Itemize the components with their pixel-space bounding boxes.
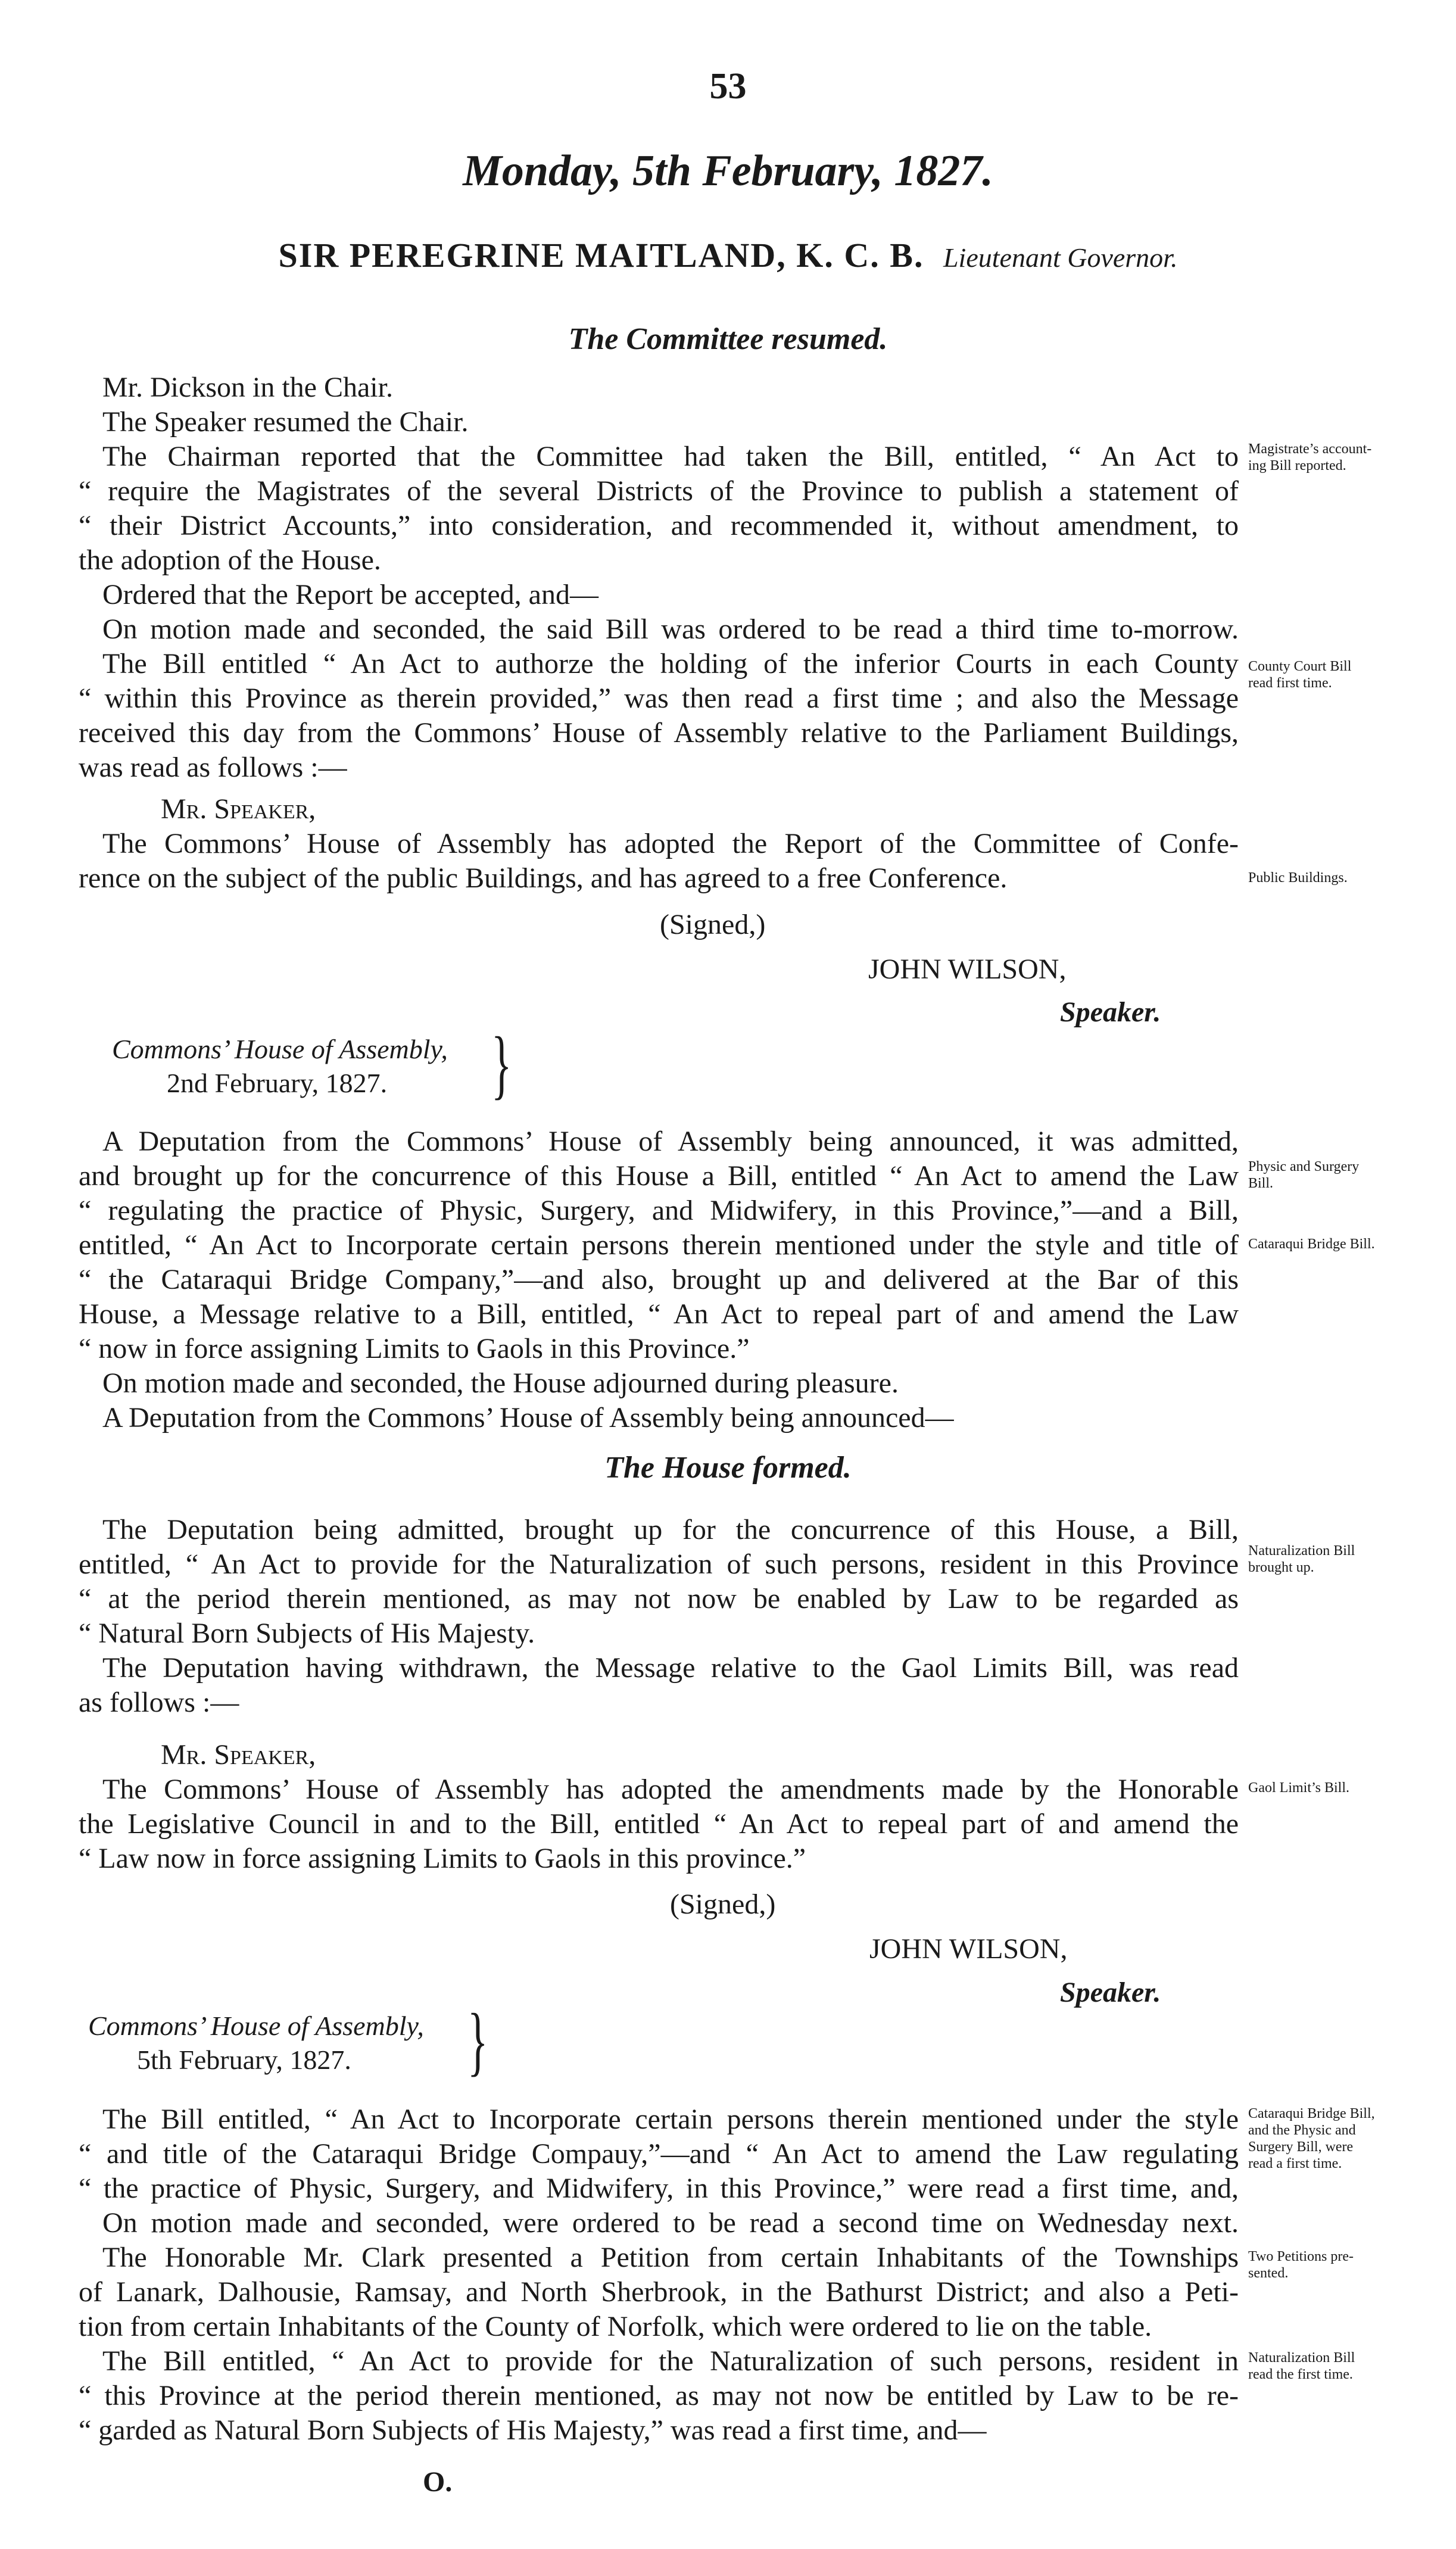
signed-label: (Signed,) xyxy=(670,1889,776,1920)
text-line: Ordered that the Report be accepted, and— xyxy=(102,579,598,610)
text-line: “ now in force assigning Limits to Gaols in this Province.” xyxy=(79,1333,750,1364)
brace-glyph: } xyxy=(467,1998,488,2084)
text-line: “ require the Magistrates of the several Districts of the Province to publish a statement of xyxy=(79,475,1239,507)
text-line: entitled, “ An Act to provide for the Naturalization of such persons, resident in this Province xyxy=(79,1548,1239,1580)
text-line: The Bill entitled, “ An Act to Incorporate certain persons therein mentioned under the style xyxy=(102,2104,1239,2135)
margin-note: Magistrate’s account- ing Bill reported. xyxy=(1248,441,1372,473)
text-line: House, a Message relative to a Bill, entitled, “ An Act to repeal part of and amend the Law xyxy=(79,1298,1239,1330)
text-line: The Deputation being admitted, brought up for the concurrence of this House, a Bill, xyxy=(102,1514,1239,1545)
text-line: rence on the subject of the public Buildings, and has agreed to a free Conference. xyxy=(79,862,1008,894)
brace-glyph: } xyxy=(491,1021,512,1107)
text-line: “ Law now in force assigning Limits to Gaols in this province.” xyxy=(79,1843,806,1874)
text-line: and brought up for the concurrence of this House a Bill, entitled “ An Act to amend the Law xyxy=(79,1160,1239,1192)
margin-note: Gaol Limit’s Bill. xyxy=(1248,1780,1350,1796)
governor-name: SIR PEREGRINE MAITLAND, K. C. B. xyxy=(278,236,924,275)
text-line: A Deputation from the Commons’ House of Assembly being announced— xyxy=(102,1402,954,1434)
address-mr-speaker: Mr. Speaker, xyxy=(161,1739,316,1771)
text-line: “ within this Province as therein provided,” was then read a first time ; and also the Message xyxy=(79,683,1239,714)
date-heading: Monday, 5th February, 1827. xyxy=(463,147,993,195)
text-line: The Bill entitled, “ An Act to provide for the Naturalization of such persons, resident in xyxy=(102,2345,1239,2377)
margin-note: Cataraqui Bridge Bill, and the Physic and Surgery Bill, were read a first time. xyxy=(1248,2106,1375,2171)
margin-note: Naturalization Bill read the first time. xyxy=(1248,2350,1355,2382)
origin-date: 5th February, 1827. xyxy=(137,2045,351,2075)
text-line: The Honorable Mr. Clark presented a Petition from certain Inhabitants of the Townships xyxy=(102,2242,1239,2273)
text-line: On motion made and seconded, the House adjourned during pleasure. xyxy=(102,1367,899,1399)
signatory-title: Speaker. xyxy=(1060,1977,1161,2008)
margin-note: County Court Bill read first time. xyxy=(1248,659,1352,691)
text-line: “ at the period therein mentioned, as may not now be enabled by Law to be regarded as xyxy=(79,1583,1239,1615)
text-line: “ garded as Natural Born Subjects of His Majesty,” was read a first time, and— xyxy=(79,2414,987,2446)
text-line: On motion made and seconded, the said Bill was ordered to be read a third time to-morrow. xyxy=(102,613,1239,645)
text-line: was read as follows :— xyxy=(79,752,347,783)
signatory-name: JOHN WILSON, xyxy=(869,1933,1068,1965)
margin-note: Naturalization Bill brought up. xyxy=(1248,1543,1355,1575)
section-heading-house: The House formed. xyxy=(604,1451,852,1485)
signatory-name: JOHN WILSON, xyxy=(868,953,1067,985)
address-mr-speaker: Mr. Speaker, xyxy=(161,793,316,825)
text-line: Mr. Dickson in the Chair. xyxy=(102,372,393,403)
origin-house: Commons’ House of Assembly, xyxy=(112,1034,448,1064)
text-line: of Lanark, Dalhousie, Ramsay, and North Sherbrook, in the Bathurst District; and also a Peti- xyxy=(79,2276,1239,2308)
governor-header xyxy=(0,235,1456,275)
text-line: “ regulating the practice of Physic, Surgery, and Midwifery, in this Province,”—and a Bill, xyxy=(79,1195,1239,1226)
text-line: A Deputation from the Commons’ House of Assembly being announced, it was admitted, xyxy=(102,1126,1239,1157)
text-line: tion from certain Inhabitants of the County of Norfolk, which were ordered to lie on the table. xyxy=(79,2311,1152,2342)
signed-label: (Signed,) xyxy=(660,909,766,940)
text-line: On motion made and seconded, were ordered to be read a second time on Wednesday next. xyxy=(102,2207,1239,2239)
text-line: the adoption of the House. xyxy=(79,544,381,576)
margin-note: Two Petitions pre- sented. xyxy=(1248,2249,1354,2281)
text-line: “ the practice of Physic, Surgery, and Midwifery, in this Province,” were read a first time, and, xyxy=(79,2173,1239,2204)
text-line: The Speaker resumed the Chair. xyxy=(102,406,469,438)
text-line: the Legislative Council in and to the Bill, entitled “ An Act to repeal part of and amend the xyxy=(79,1808,1239,1840)
text-line: “ this Province at the period therein mentioned, as may not now be entitled by Law to be re- xyxy=(79,2380,1239,2411)
margin-note: Physic and Surgery Bill. xyxy=(1248,1159,1360,1191)
text-line: “ the Cataraqui Bridge Company,”—and also, brought up and delivered at the Bar of this xyxy=(79,1264,1239,1295)
origin-house: Commons’ House of Assembly, xyxy=(88,2011,424,2041)
origin-date: 2nd February, 1827. xyxy=(167,1068,388,1098)
text-line: The Deputation having withdrawn, the Message relative to the Gaol Limits Bill, was read xyxy=(102,1652,1239,1684)
signature-mark: O. xyxy=(423,2466,453,2498)
text-line: The Bill entitled “ An Act to authorze the holding of the inferior Courts in each County xyxy=(102,648,1239,680)
text-line: The Chairman reported that the Committee had taken the Bill, entitled, “ An Act to xyxy=(102,441,1239,472)
page-number: 53 xyxy=(709,66,747,107)
margin-note: Cataraqui Bridge Bill. xyxy=(1248,1236,1375,1252)
margin-note: Public Buildings. xyxy=(1248,870,1348,886)
text-line: The Commons’ House of Assembly has adopted the Report of the Committee of Confe- xyxy=(102,828,1239,859)
text-line: “ and title of the Cataraqui Bridge Compauy,”—and “ An Act to amend the Law regulating xyxy=(79,2138,1239,2170)
section-heading-committee: The Committee resumed. xyxy=(568,322,888,356)
text-line: “ their District Accounts,” into consideration, and recommended it, without amendment, to xyxy=(79,510,1239,541)
text-line: received this day from the Commons’ House of Assembly relative to the Parliament Buildings, xyxy=(79,717,1239,749)
text-line: “ Natural Born Subjects of His Majesty. xyxy=(79,1618,535,1649)
text-line: as follows :— xyxy=(79,1687,239,1718)
governor-title: Lieutenant Governor. xyxy=(943,242,1178,273)
text-line: The Commons’ House of Assembly has adopted the amendments made by the Honorable xyxy=(102,1774,1239,1805)
text-line: entitled, “ An Act to Incorporate certain persons therein mentioned under the style and title of xyxy=(79,1229,1239,1261)
signatory-title: Speaker. xyxy=(1060,996,1161,1028)
